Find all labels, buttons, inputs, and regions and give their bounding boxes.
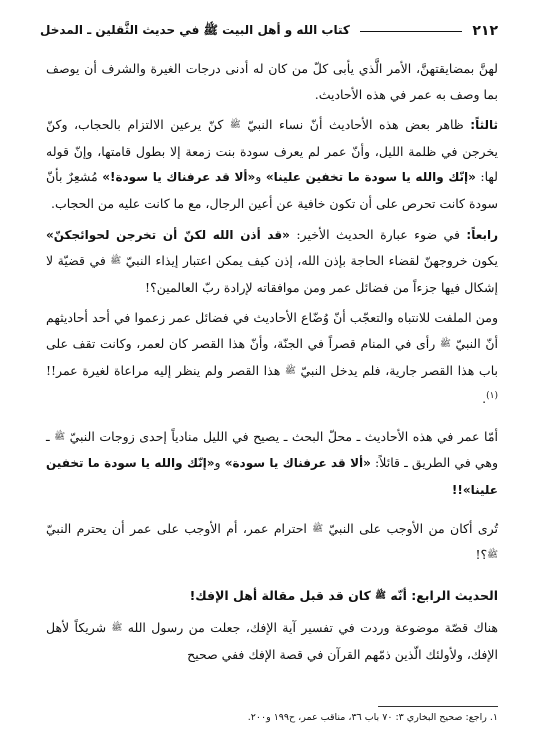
- paragraph-ifk: هناك قصّة موضوعة وردت في تفسير آية الإفك، جعلت من رسول الله ﷺ شريكاً لأهل الإفك، ولأولئك الّذين ذمّهم القرآن في قصة الإفك ففي صحيح: [46, 620, 498, 662]
- paragraph-1: لهنَّ بمضايقتهنَّ، الأمر الَّذي يأبى كلّ من كان له أدنى درجات الغيرة والشرف أن يوصف بما وصف به عمر في هذه الأحاديث.: [46, 61, 498, 102]
- salawat-symbol: ﷺ: [312, 523, 324, 534]
- point-label: رابعاً:: [466, 227, 498, 242]
- salawat-symbol: ﷺ: [439, 338, 451, 349]
- quote: «ألا قد عرفناك يا سودة»: [224, 456, 371, 471]
- header-rule: [360, 31, 463, 32]
- footnote: ١. راجع: صحيح البخاري ٣: ٧٠ باب ٣٦، مناقب عمر، ح١٩٩ و٢٠٠.: [247, 712, 498, 723]
- salawat-symbol: ﷺ: [111, 623, 123, 634]
- quote: «قد أذن الله لكنّ أن تخرجن لحوائجكنّ»: [46, 227, 290, 242]
- running-title: كتاب الله و أهل البيت ﷺ في حديث الثَّقلين ـ المدخل: [40, 22, 350, 37]
- section-heading: الحديث الرابع: أنّه ﷺ كان قد قبل مقالة أهل الإفك!: [189, 587, 498, 603]
- quote: «ألا قد عرفناك يا سودة!»: [102, 170, 256, 185]
- running-header: [40, 20, 498, 42]
- salawat-symbol: ﷺ: [229, 120, 241, 131]
- paragraph-umar-shouting: أمّا عمر في هذه الأحاديث ـ محلّ البحث ـ يصيح في الليل منادياً إحدى زوجات النبيّ ﷺ ـ وهي في الطريق ـ قائلاً: «ألا قد عرفناك يا سودة» و«إنّك والله يا سودة ما تخفين علينا»!!: [46, 428, 498, 497]
- footnote-ref: (١): [486, 391, 498, 402]
- paragraph-point-three: ثالثاً: ظاهر بعض هذه الأحاديث أنّ نساء النبيّ ﷺ كنّ يرعين الالتزام بالحجاب، وكنّ يخرجن في ظلمة الليل، وأنّ عمر لم يعرف سودة بنت زمعة إلا بطول قامتها، وإنّ قوله لها: «إنّك والله يا سودة ما تخفين علينا» و«ألا قد عرفناك يا سودة!» مُشعِرٌ بأنّ سودة كانت تحرص على أن تكون خافية عن أعين الرجال، مع ما كانت عليه من الحجاب.: [46, 117, 498, 211]
- paragraph-question: تُرى أكان من الأوجب على النبيّ ﷺ احترام عمر، أم الأوجب على عمر أن يحترم النبيّ ﷺ؟!: [46, 520, 498, 563]
- quote: «إنّك والله يا سودة ما تخفين علينا»: [46, 456, 498, 497]
- salawat-symbol: ﷺ: [284, 365, 296, 376]
- paragraph-point-four: رابعاً: في ضوء عبارة الحديث الأخير: «قد أذن الله لكنّ أن تخرجن لحوائجكنّ» يكون خروجهنّ لقضاء الحاجة بإذن الله، إذن كيف يمكن اعتبار إيذاء النبيّ ﷺ في قضيّة لا إشكال فيها جزءاً من فضائل عمر ومن موافقاته لإرادة ربّ العالمين؟!: [46, 226, 499, 295]
- quote: «إنّك والله يا سودة ما تخفين علينا»: [265, 170, 476, 185]
- page-number: ٢١٢: [472, 23, 498, 39]
- salawat-symbol: ﷺ: [110, 256, 122, 267]
- point-label: ثالثاً:: [470, 118, 498, 133]
- salawat-symbol: ﷺ: [487, 550, 498, 561]
- paragraph-palace-story: ومن الملفت للانتباه والتعجّب أنّ وُضّاع الأحاديث في فضائل عمر زعموا في أحد أحاديثهم أنّ النبيّ ﷺ رأى في المنام قصراً في الجنّة، وأنّ هذا القصر كان لعمر، وكانت تقف على باب هذا القصر جارية، فلم يدخل النبيّ ﷺ هذا القصر ولم ينظر إليه مراعاة لغيرة عمر!!$^{(١)}$.: [46, 310, 499, 407]
- salawat-symbol: ﷺ: [375, 590, 386, 601]
- footnote-rule: [378, 706, 498, 707]
- page-body: [46, 56, 498, 672]
- salawat-symbol: ﷺ: [54, 431, 66, 442]
